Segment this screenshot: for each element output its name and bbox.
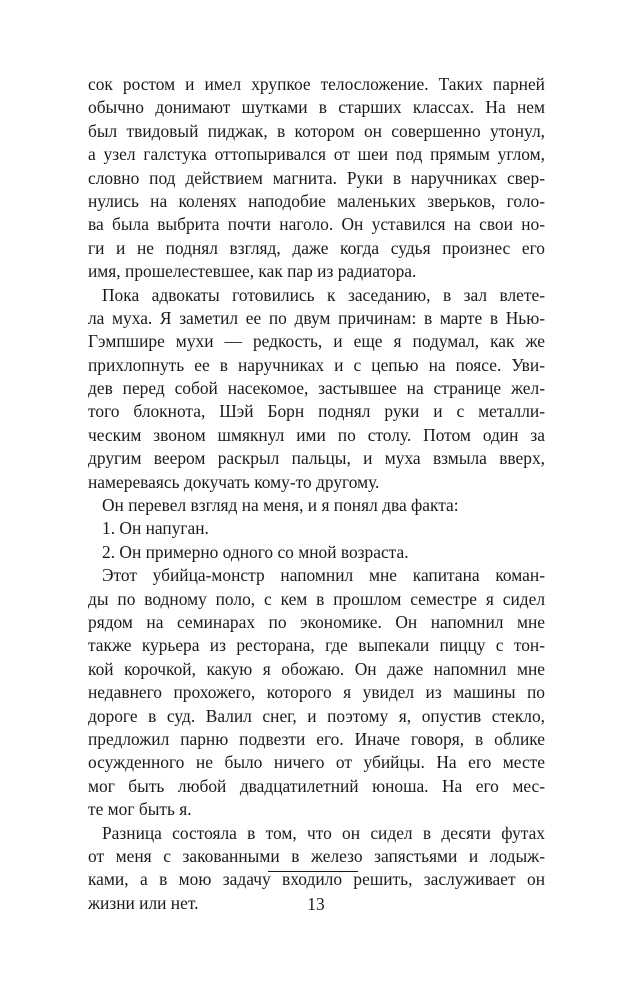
text-line: те мог быть я. xyxy=(88,799,192,820)
text-line: обычно донимают шутками в старших классах. На нем xyxy=(88,97,545,118)
text-line: ческим звоном шмякнул ими по столу. Потом один за xyxy=(88,424,545,445)
text-line: намереваясь докучать кому-то другому. xyxy=(88,471,380,492)
text-line: сок ростом и имел хрупкое телосложение. Таких парней xyxy=(88,74,545,94)
text-line: был твидовый пиджак, в котором он совершенно утонул, xyxy=(88,120,545,141)
text-line: Он перевел взгляд на меня, и я понял два факта: xyxy=(102,495,459,516)
text-line: предложил парню подвезти его. Иначе говоря, в облике xyxy=(88,728,545,749)
text-line: 1. Он напуган. xyxy=(102,518,209,539)
page-body xyxy=(88,73,545,915)
text-line: прихлопнуть ее в наручниках и с цепью на поясе. Уви- xyxy=(88,354,545,375)
text-line: мог быть любой двадцатилетний юноша. На его мес- xyxy=(88,775,545,796)
text-line: Разница состояла в том, что он сидел в десяти футах xyxy=(102,822,545,843)
page-number: 13 xyxy=(307,894,325,914)
text-line: дороге в суд. Валил снег, и поэтому я, опустив стекло, xyxy=(88,705,545,726)
text-line: того блокнота, Шэй Борн поднял руки и с металли- xyxy=(88,401,545,422)
text-line: а узел галстука оттопыривался от шеи под прямым углом, xyxy=(88,144,545,165)
text-line: кой корочкой, какую я обожаю. Он даже напомнил мне xyxy=(88,658,545,679)
text-line: ды по водному поло, с кем в прошлом семестре я сидел xyxy=(88,588,545,609)
text-line: дев перед собой насекомое, застывшее на странице жел- xyxy=(88,378,545,399)
paragraph xyxy=(88,564,545,821)
text-line: Гэмпшире мухи — редкость, и еще я подумал, как же xyxy=(88,331,545,352)
text-line: 2. Он примерно одного со мной возраста. xyxy=(102,541,409,562)
paragraph xyxy=(88,517,545,540)
text-line: Пока адвокаты готовились к заседанию, в зал влете- xyxy=(102,284,545,305)
paragraph xyxy=(88,494,545,517)
paragraph xyxy=(88,541,545,564)
text-line: жизни или нет. xyxy=(88,892,199,913)
text-line: ги и не поднял взгляд, даже когда судья произнес его xyxy=(88,237,545,258)
text-line: недавнего прохожего, которого я увидел из машины по xyxy=(88,682,545,703)
paragraph xyxy=(88,284,545,495)
text-line: словно под действием магнита. Руки в наручниках свер- xyxy=(88,167,545,188)
text-line: ла муха. Я заметил ее по двум причинам: в марте в Нью- xyxy=(88,307,545,328)
text-line: рядом на семинарах по экономике. Он напомнил мне xyxy=(88,611,545,632)
text-line: от меня с закованными в железо запястьями и лодыж- xyxy=(88,845,545,866)
text-line: нулись на коленях наподобие маленьких зверьков, голо- xyxy=(88,190,545,211)
paragraph xyxy=(88,73,545,284)
page-number-divider xyxy=(268,871,358,872)
text-line: Этот убийца-монстр напомнил мне капитана коман- xyxy=(102,565,545,586)
text-line: ва была выбрита почти наголо. Он уставился на свои но- xyxy=(88,214,545,235)
text-line: другим веером раскрыл пальцы, и муха взмыла вверх, xyxy=(88,448,545,469)
text-line: ками, а в мою задачу входило решить, заслуживает он xyxy=(88,869,545,890)
text-line: также курьера из ресторана, где выпекали пиццу с тон- xyxy=(88,635,545,656)
text-line: осужденного не было ничего от убийцы. На его месте xyxy=(88,752,545,773)
text-line: имя, прошелестевшее, как пар из радиатора. xyxy=(88,261,417,282)
